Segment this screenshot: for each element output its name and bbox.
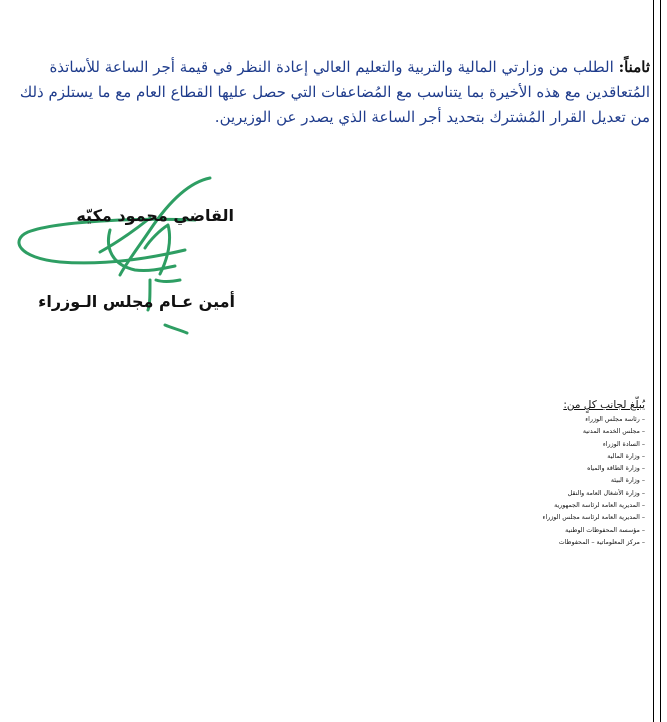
clause-label: ثامناً: [618,58,650,76]
recipients-list [543,414,645,549]
recipient-item: – السادة الوزراء [602,440,645,448]
recipient-item: – المديرية العامة لرئاسة مجلس الوزراء [542,514,645,522]
recipient-item: – وزارة الأشغال العامة والنقل [567,489,645,497]
handwritten-signature [0,170,260,340]
page-border-line [653,0,661,722]
recipient-item: – مؤسسة المحفوظات الوطنية [565,526,645,534]
distribution-list [543,399,645,549]
recipient-item: – المديرية العامة لرئاسة الجمهورية [554,502,645,510]
signatory-name: القاضي محمود مكيّه [76,206,234,225]
recipient-item: – مجلس الخدمة المدنية [582,428,645,436]
recipient-item: – رئاسة مجلس الوزراء [585,416,645,423]
recipient-item: – وزارة المالية [607,452,645,460]
recipient-item: – وزارة الطاقة والمياه [587,465,645,473]
recipient-item: – وزارة البيئة [610,477,645,485]
distribution-heading: يُبلّغ لجانب كلٍ من: [563,399,645,411]
recipient-item: – مركز المعلوماتية – المحفوظات [558,538,645,546]
clause-text: الطلب من وزارتي المالية والتربية والتعليم العالي إعادة النظر في قيمة أجر الساعة للأساتذة المُتعاقدين مع هذه الأخيرة بما يتناسب مع المُضاعفات التي حصل عليها القطاع العام مع ما يستلزم ذلك من تعديل القرار المُشترك بتحديد أجر الساعة الذي يصدر عن الوزيرين. [19,58,650,126]
decision-clause [12,55,650,130]
signatory-title: أمين عـام مجلس الـوزراء [38,292,235,311]
